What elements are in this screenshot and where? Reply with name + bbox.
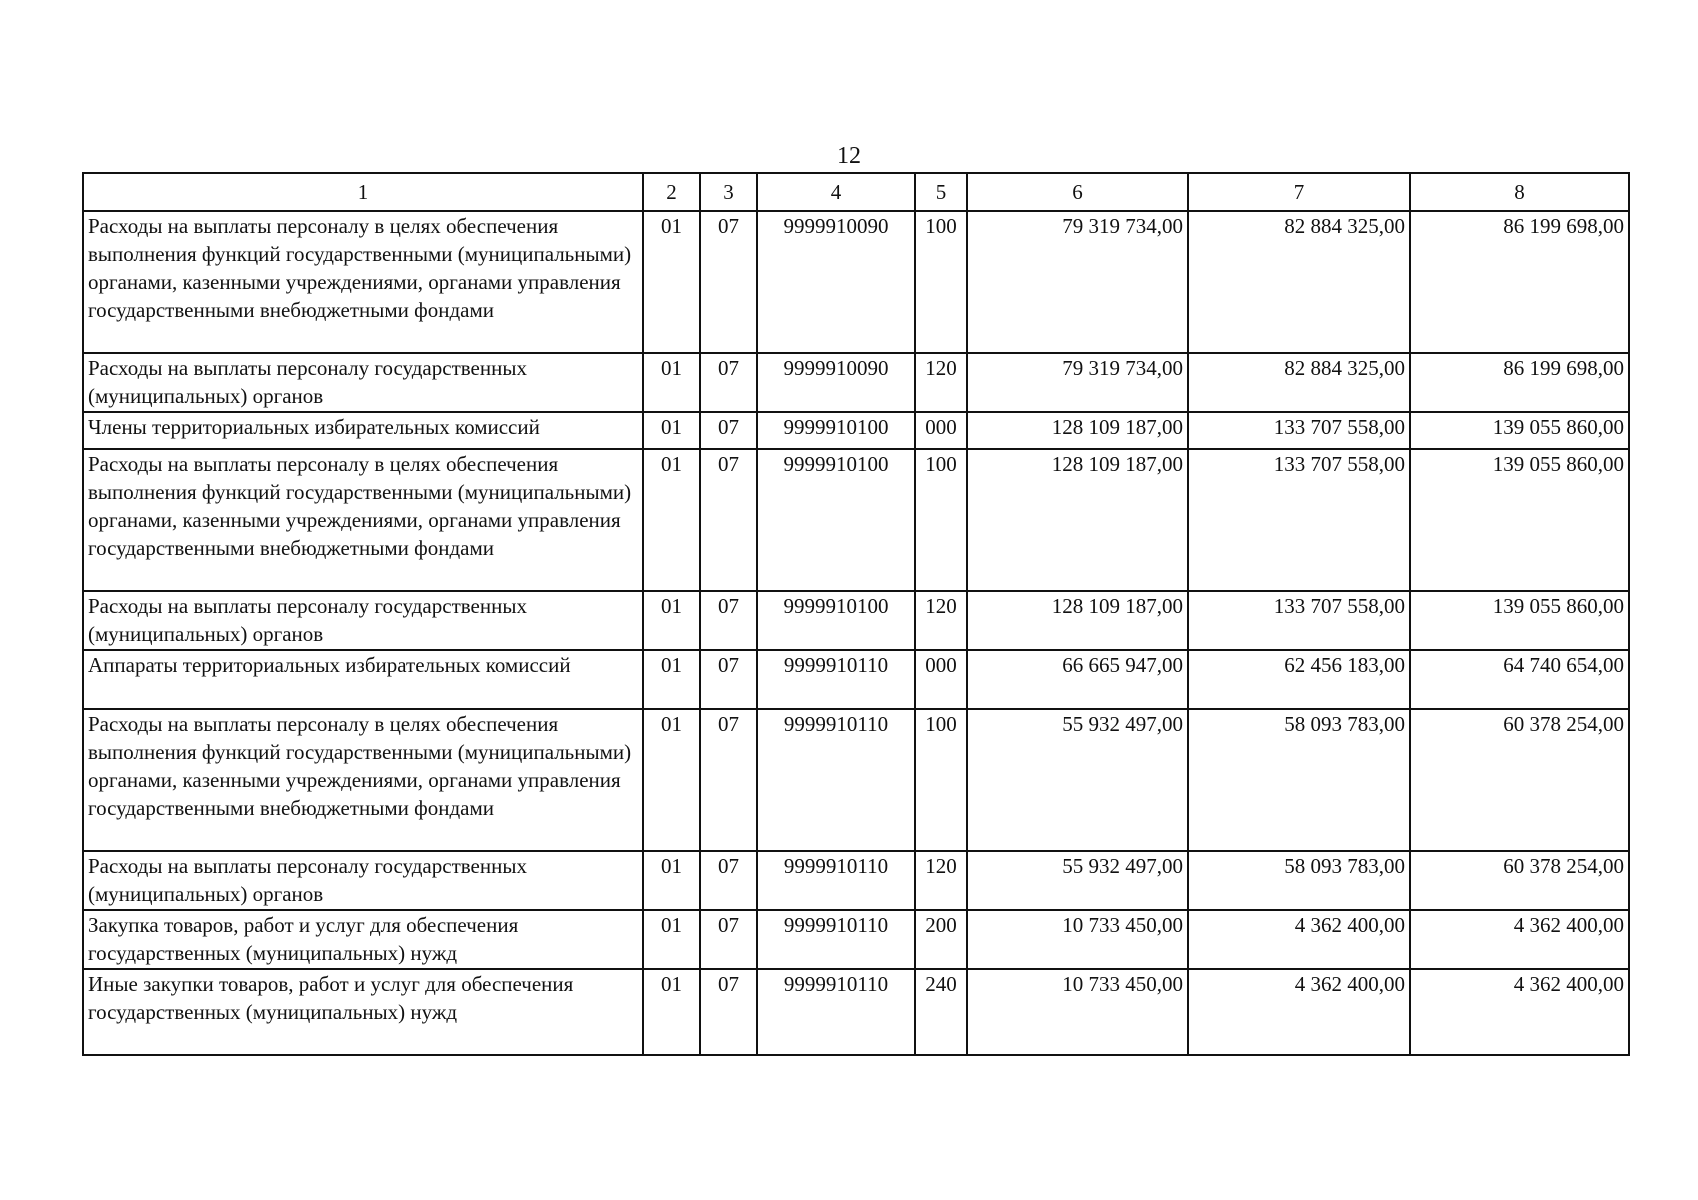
amount-col7-cell: 82 884 325,00 — [1188, 211, 1410, 353]
table-row — [83, 709, 1629, 851]
target-article-cell: 9999910110 — [757, 709, 915, 851]
table-row — [83, 353, 1629, 412]
expense-type-cell: 100 — [915, 449, 967, 591]
amount-col8-cell: 139 055 860,00 — [1410, 449, 1629, 591]
expense-name-cell: Расходы на выплаты персоналу государственных (муниципальных) органов — [83, 851, 643, 910]
target-article-cell: 9999910110 — [757, 969, 915, 1055]
table-row — [83, 211, 1629, 353]
amount-col6-cell: 128 109 187,00 — [967, 412, 1188, 449]
expense-type-cell: 120 — [915, 353, 967, 412]
expense-name-cell: Иные закупки товаров, работ и услуг для обеспечения государственных (муниципальных) нужд — [83, 969, 643, 1055]
amount-col7-cell: 133 707 558,00 — [1188, 449, 1410, 591]
amount-col8-cell: 4 362 400,00 — [1410, 969, 1629, 1055]
table-row — [83, 650, 1629, 709]
amount-col7-cell: 58 093 783,00 — [1188, 851, 1410, 910]
column-header: 5 — [915, 173, 967, 211]
subsection-code-cell: 07 — [700, 851, 757, 910]
target-article-cell: 9999910090 — [757, 211, 915, 353]
subsection-code-cell: 07 — [700, 709, 757, 851]
subsection-code-cell: 07 — [700, 449, 757, 591]
amount-col7-cell: 133 707 558,00 — [1188, 412, 1410, 449]
budget-table — [82, 172, 1630, 1056]
section-code-cell: 01 — [643, 211, 700, 353]
target-article-cell: 9999910100 — [757, 591, 915, 650]
amount-col6-cell: 55 932 497,00 — [967, 709, 1188, 851]
expense-name-cell: Расходы на выплаты персоналу государственных (муниципальных) органов — [83, 353, 643, 412]
expense-type-cell: 200 — [915, 910, 967, 969]
amount-col7-cell: 62 456 183,00 — [1188, 650, 1410, 709]
expense-type-cell: 100 — [915, 211, 967, 353]
subsection-code-cell: 07 — [700, 412, 757, 449]
expense-type-cell: 120 — [915, 851, 967, 910]
section-code-cell: 01 — [643, 910, 700, 969]
expense-type-cell: 240 — [915, 969, 967, 1055]
amount-col7-cell: 4 362 400,00 — [1188, 910, 1410, 969]
section-code-cell: 01 — [643, 591, 700, 650]
target-article-cell: 9999910110 — [757, 910, 915, 969]
section-code-cell: 01 — [643, 851, 700, 910]
expense-type-cell: 000 — [915, 650, 967, 709]
expense-name-cell: Члены территориальных избирательных комиссий — [83, 412, 643, 449]
amount-col7-cell: 82 884 325,00 — [1188, 353, 1410, 412]
table-row — [83, 449, 1629, 591]
subsection-code-cell: 07 — [700, 591, 757, 650]
subsection-code-cell: 07 — [700, 969, 757, 1055]
page-number: 12 — [837, 143, 861, 169]
amount-col6-cell: 66 665 947,00 — [967, 650, 1188, 709]
column-header: 6 — [967, 173, 1188, 211]
column-header: 1 — [83, 173, 643, 211]
table-row — [83, 412, 1629, 449]
amount-col6-cell: 55 932 497,00 — [967, 851, 1188, 910]
expense-name-cell: Закупка товаров, работ и услуг для обеспечения государственных (муниципальных) нужд — [83, 910, 643, 969]
subsection-code-cell: 07 — [700, 353, 757, 412]
amount-col8-cell: 4 362 400,00 — [1410, 910, 1629, 969]
amount-col6-cell: 79 319 734,00 — [967, 211, 1188, 353]
amount-col6-cell: 79 319 734,00 — [967, 353, 1188, 412]
expense-name-cell: Аппараты территориальных избирательных комиссий — [83, 650, 643, 709]
amount-col7-cell: 4 362 400,00 — [1188, 969, 1410, 1055]
amount-col6-cell: 128 109 187,00 — [967, 591, 1188, 650]
amount-col8-cell: 86 199 698,00 — [1410, 353, 1629, 412]
target-article-cell: 9999910100 — [757, 449, 915, 591]
subsection-code-cell: 07 — [700, 211, 757, 353]
expense-name-cell: Расходы на выплаты персоналу в целях обеспечения выполнения функций государственными (муниципальными) органами, казенными учреждениями, органами управления государственными внебюджетными фондами — [83, 709, 643, 851]
column-number-header-row — [83, 173, 1629, 211]
amount-col7-cell: 133 707 558,00 — [1188, 591, 1410, 650]
target-article-cell: 9999910090 — [757, 353, 915, 412]
section-code-cell: 01 — [643, 412, 700, 449]
column-header: 8 — [1410, 173, 1629, 211]
amount-col8-cell: 86 199 698,00 — [1410, 211, 1629, 353]
amount-col8-cell: 139 055 860,00 — [1410, 591, 1629, 650]
expense-name-cell: Расходы на выплаты персоналу в целях обеспечения выполнения функций государственными (муниципальными) органами, казенными учреждениями, органами управления государственными внебюджетными фондами — [83, 449, 643, 591]
amount-col8-cell: 139 055 860,00 — [1410, 412, 1629, 449]
subsection-code-cell: 07 — [700, 650, 757, 709]
amount-col7-cell: 58 093 783,00 — [1188, 709, 1410, 851]
target-article-cell: 9999910110 — [757, 851, 915, 910]
section-code-cell: 01 — [643, 709, 700, 851]
expense-type-cell: 100 — [915, 709, 967, 851]
table-row — [83, 591, 1629, 650]
section-code-cell: 01 — [643, 969, 700, 1055]
expense-type-cell: 120 — [915, 591, 967, 650]
target-article-cell: 9999910110 — [757, 650, 915, 709]
amount-col8-cell: 64 740 654,00 — [1410, 650, 1629, 709]
target-article-cell: 9999910100 — [757, 412, 915, 449]
section-code-cell: 01 — [643, 650, 700, 709]
expense-type-cell: 000 — [915, 412, 967, 449]
column-header: 7 — [1188, 173, 1410, 211]
column-header: 2 — [643, 173, 700, 211]
subsection-code-cell: 07 — [700, 910, 757, 969]
column-header: 3 — [700, 173, 757, 211]
table-row — [83, 910, 1629, 969]
expense-name-cell: Расходы на выплаты персоналу в целях обеспечения выполнения функций государственными (муниципальными) органами, казенными учреждениями, органами управления государственными внебюджетными фондами — [83, 211, 643, 353]
table-row — [83, 851, 1629, 910]
section-code-cell: 01 — [643, 449, 700, 591]
expense-name-cell: Расходы на выплаты персоналу государственных (муниципальных) органов — [83, 591, 643, 650]
table-row — [83, 969, 1629, 1055]
amount-col6-cell: 10 733 450,00 — [967, 969, 1188, 1055]
amount-col6-cell: 128 109 187,00 — [967, 449, 1188, 591]
column-header: 4 — [757, 173, 915, 211]
amount-col6-cell: 10 733 450,00 — [967, 910, 1188, 969]
amount-col8-cell: 60 378 254,00 — [1410, 851, 1629, 910]
section-code-cell: 01 — [643, 353, 700, 412]
amount-col8-cell: 60 378 254,00 — [1410, 709, 1629, 851]
